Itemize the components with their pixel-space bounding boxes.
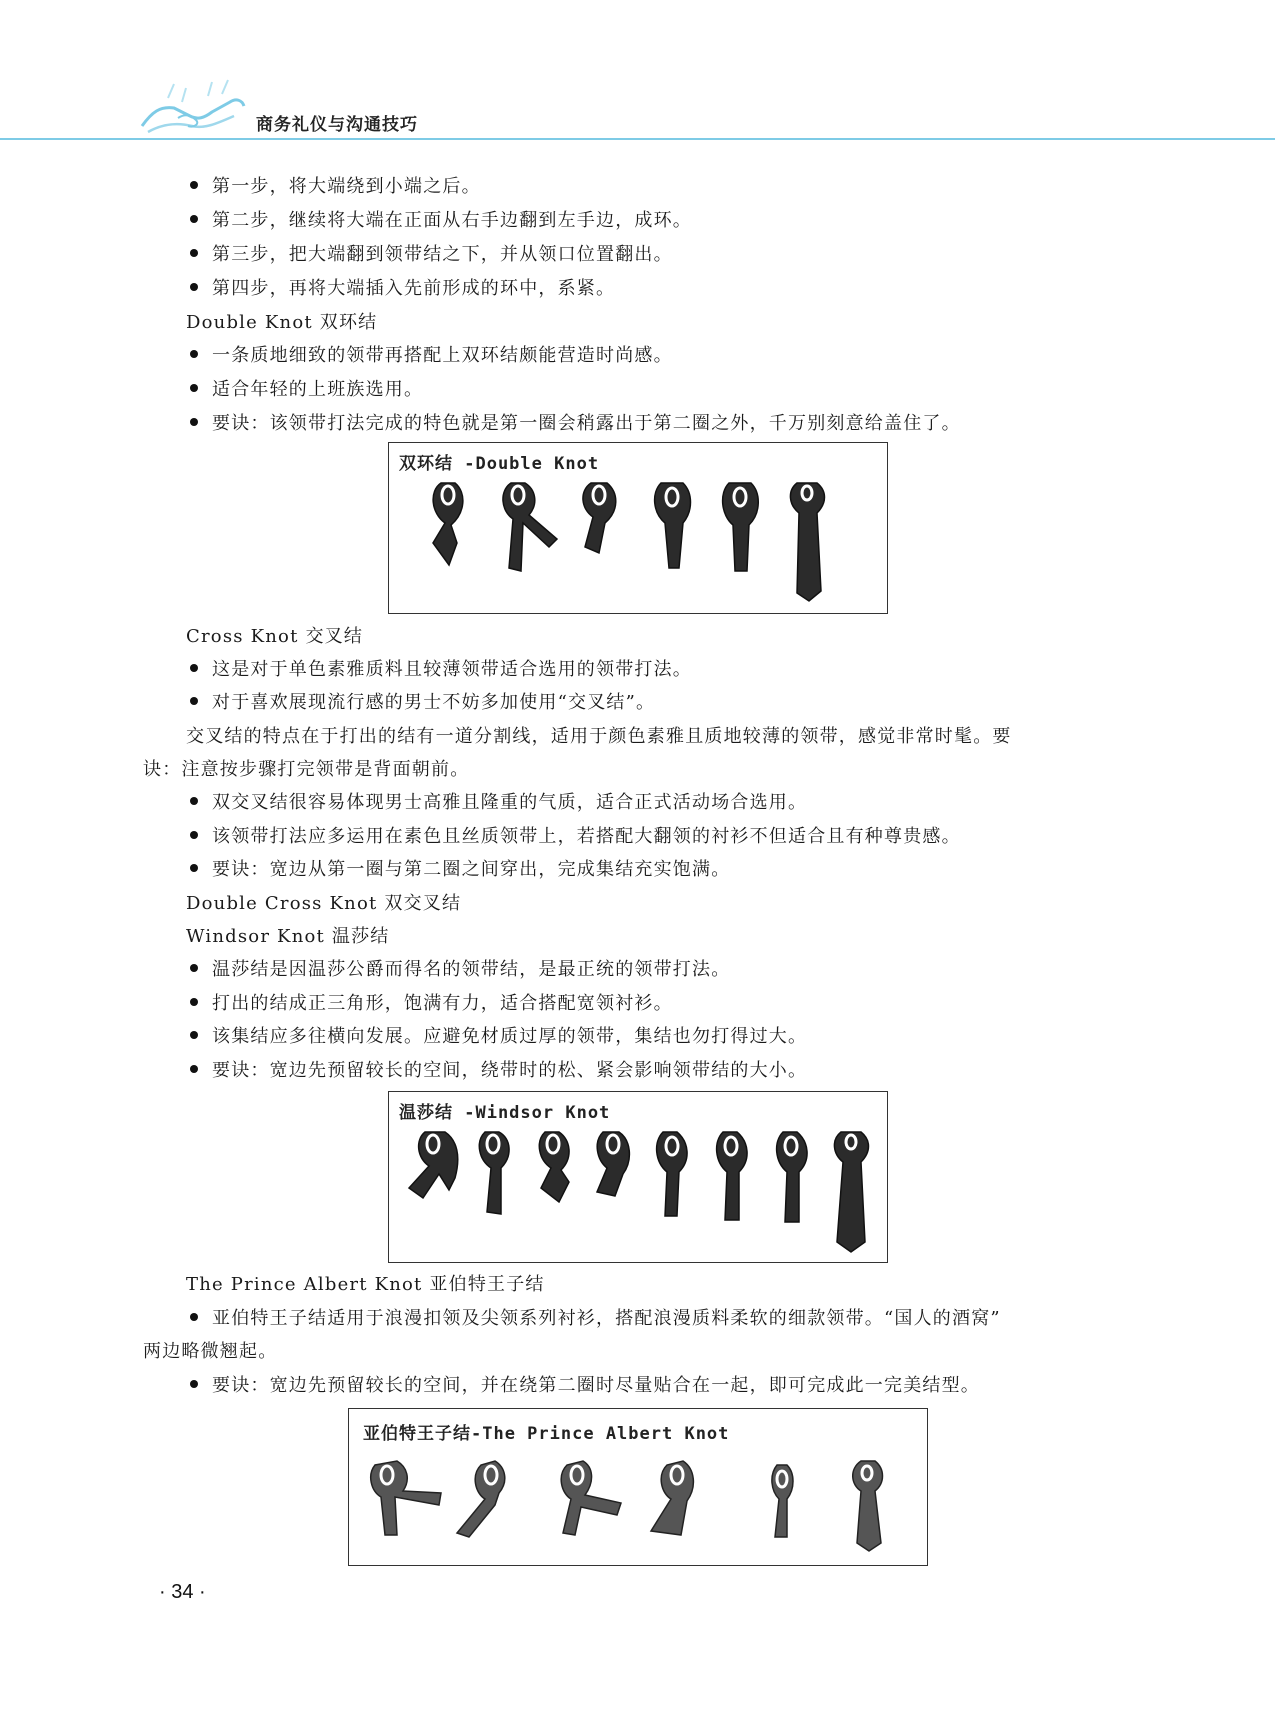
tie-step-icon	[539, 1132, 569, 1202]
tie-step-icon	[583, 483, 616, 553]
list-item: 温莎结是因温莎公爵而得名的领带结，是最正统的领带打法。	[190, 958, 730, 982]
header-title: 商务礼仪与沟通技巧	[256, 115, 418, 135]
bullet-icon	[190, 1031, 198, 1039]
paragraph-line: 两边略微翘起。	[143, 1341, 278, 1362]
list-item: 适合年轻的上班族选用。	[190, 378, 423, 402]
tie-step-icon	[717, 1132, 747, 1220]
list-item: 对于喜欢展现流行感的男士不妨多加使用“交叉结”。	[190, 691, 655, 715]
tie-step-icon	[433, 483, 463, 565]
handshake-logo-icon	[138, 78, 246, 138]
windsor-knot-figure	[388, 1091, 888, 1263]
figure-caption: 温莎结 -Windsor Knot	[399, 1103, 611, 1123]
list-item: 要诀：宽边从第一圈与第二圈之间穿出，完成集结充实饱满。	[190, 858, 730, 882]
section-heading-double-cross-knot: Double Cross Knot 双交叉结	[186, 893, 462, 914]
page-header	[0, 0, 1275, 145]
bullet-icon	[190, 384, 198, 392]
prince-albert-knot-steps-illustration	[349, 1409, 927, 1565]
list-item: 双交叉结很容易体现男士高雅且隆重的气质，适合正式活动场合选用。	[190, 791, 807, 815]
bullet-icon	[190, 249, 198, 257]
figure-caption: 亚伯特王子结-The Prince Albert Knot	[363, 1424, 730, 1444]
bullet-icon	[190, 831, 198, 839]
figure-caption: 双环结 -Double Knot	[399, 454, 600, 474]
list-item: 第一步，将大端绕到小端之后。	[190, 175, 481, 199]
double-knot-figure	[388, 442, 888, 614]
bullet-icon	[190, 664, 198, 672]
section-heading-double-knot: Double Knot 双环结	[186, 312, 378, 333]
bullet-icon	[190, 1380, 198, 1388]
bullet-icon	[190, 998, 198, 1006]
list-item: 该领带打法应多运用在素色且丝质领带上，若搭配大翻领的衬衫不但适合且有种尊贵感。	[190, 825, 961, 849]
tie-step-icon	[853, 1461, 883, 1551]
tie-step-icon	[409, 1132, 458, 1198]
list-item: 亚伯特王子结适用于浪漫扣领及尖领系列衬衫，搭配浪漫质料柔软的细款领带。“国人的酒窝”	[190, 1307, 1001, 1331]
bullet-icon	[190, 1313, 198, 1321]
bullet-icon	[190, 215, 198, 223]
paragraph-line: 诀：注意按步骤打完领带是背面朝前。	[143, 759, 470, 780]
section-heading-prince-albert-knot: The Prince Albert Knot 亚伯特王子结	[186, 1274, 545, 1295]
bullet-icon	[190, 964, 198, 972]
list-item: 要诀：该领带打法完成的特色就是第一圈会稍露出于第二圈之外，千万别刻意给盖住了。	[190, 412, 961, 436]
double-knot-steps-illustration	[389, 443, 887, 613]
bullet-icon	[190, 697, 198, 705]
section-heading-cross-knot: Cross Knot 交叉结	[186, 626, 364, 647]
prince-albert-knot-figure	[348, 1408, 928, 1566]
tie-step-icon	[772, 1465, 793, 1537]
bullet-icon	[190, 283, 198, 291]
tie-step-icon	[597, 1132, 629, 1196]
list-item: 要诀：宽边先预留较长的空间，并在绕第二圈时尽量贴合在一起，即可完成此一完美结型。	[190, 1374, 980, 1398]
bullet-icon	[190, 797, 198, 805]
paragraph-line: 交叉结的特点在于打出的结有一道分割线，适用于颜色素雅且质地较薄的领带，感觉非常时髦。要	[186, 726, 1012, 747]
list-item: 这是对于单色素雅质料且较薄领带适合选用的领带打法。	[190, 658, 692, 682]
list-item: 第三步，把大端翻到领带结之下，并从领口位置翻出。	[190, 243, 673, 267]
bullet-icon	[190, 350, 198, 358]
list-item: 打出的结成正三角形，饱满有力，适合搭配宽领衬衫。	[190, 992, 673, 1016]
tie-step-icon	[655, 483, 691, 568]
section-heading-windsor-knot: Windsor Knot 温莎结	[186, 926, 390, 947]
tie-step-icon	[723, 483, 759, 571]
header-divider	[0, 138, 1275, 140]
bullet-icon	[190, 864, 198, 872]
list-item: 第四步，再将大端插入先前形成的环中，系紧。	[190, 277, 615, 301]
bullet-icon	[190, 1065, 198, 1073]
tie-step-icon	[479, 1132, 509, 1214]
bullet-icon	[190, 418, 198, 426]
tie-step-icon	[657, 1132, 687, 1216]
list-item: 要诀：宽边先预留较长的空间，绕带时的松、紧会影响领带结的大小。	[190, 1059, 807, 1083]
windsor-knot-steps-illustration	[389, 1092, 887, 1262]
list-item: 该集结应多往横向发展。应避免材质过厚的领带，集结也勿打得过大。	[190, 1025, 807, 1049]
page-number: · 34 ·	[159, 1581, 206, 1603]
bullet-icon	[190, 181, 198, 189]
tie-step-icon	[777, 1132, 807, 1222]
list-item: 一条质地细致的领带再搭配上双环结颇能营造时尚感。	[190, 344, 673, 368]
list-item: 第二步，继续将大端在正面从右手边翻到左手边，成环。	[190, 209, 692, 233]
